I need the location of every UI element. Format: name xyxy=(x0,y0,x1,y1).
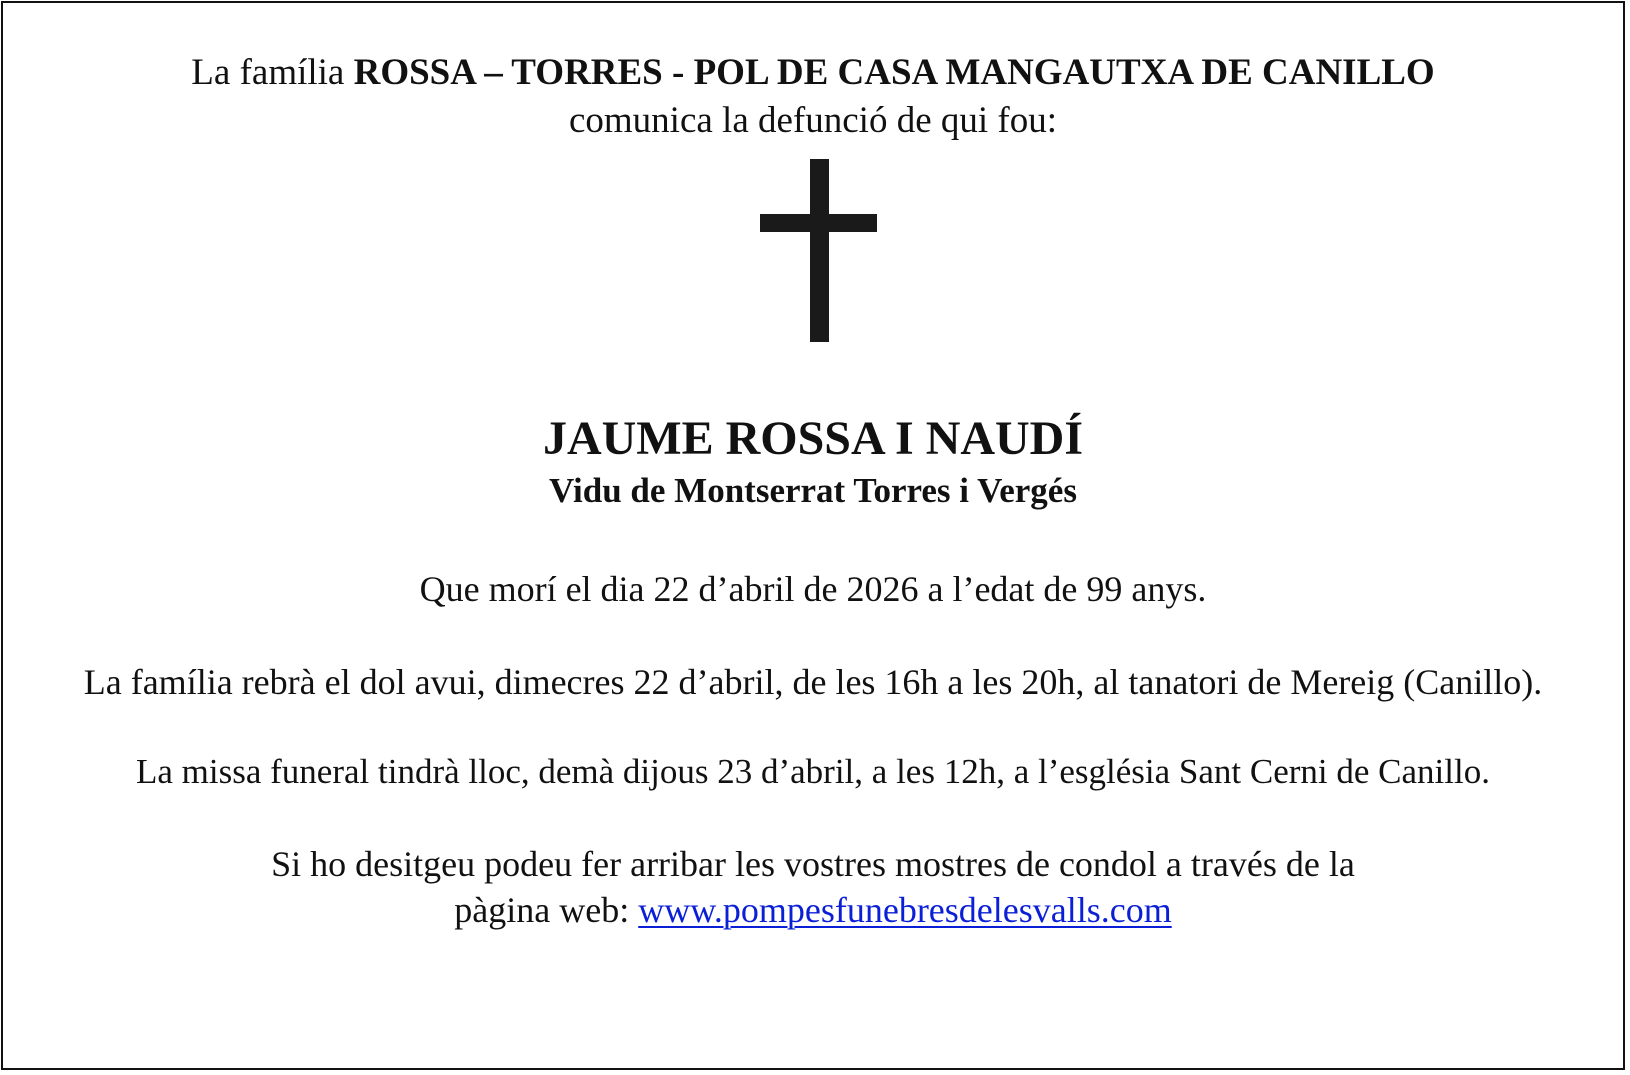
mourning-details: La família rebrà el dol avui, dimecres 22 d’abril, de les 16h a les 20h, al tanatori de Mereig (Canillo). xyxy=(83,662,1543,702)
cross-horizontal-bar xyxy=(760,214,877,232)
cross-icon xyxy=(760,159,877,342)
cross-vertical-bar xyxy=(810,159,829,342)
family-header xyxy=(3,51,1623,94)
web-label: pàgina web: xyxy=(454,890,639,930)
website-link[interactable]: www.pompesfunebresdelesvalls.com xyxy=(638,890,1172,930)
deceased-name: JAUME ROSSA I NAUDÍ xyxy=(542,412,1084,465)
announcement-text: comunica la defunció de qui fou: xyxy=(568,100,1058,141)
death-details: Que morí el dia 22 d’abril de 2026 a l’edat de 99 anys. xyxy=(419,569,1207,609)
condolences-web-line xyxy=(3,889,1623,931)
widow-of-text: Vidu de Montserrat Torres i Vergés xyxy=(549,471,1077,510)
family-name: ROSSA – TORRES - POL DE CASA MANGAUTXA DE CANILLO xyxy=(353,52,1435,93)
obituary-card xyxy=(1,1,1625,1070)
family-header-prefix: La família xyxy=(191,52,354,93)
funeral-details: La missa funeral tindrà lloc, demà dijous 23 d’abril, a les 12h, a l’església Sant Cerni de Canillo. xyxy=(136,752,1490,791)
condolences-text: Si ho desitgeu podeu fer arribar les vostres mostres de condol a través de la xyxy=(271,844,1355,884)
